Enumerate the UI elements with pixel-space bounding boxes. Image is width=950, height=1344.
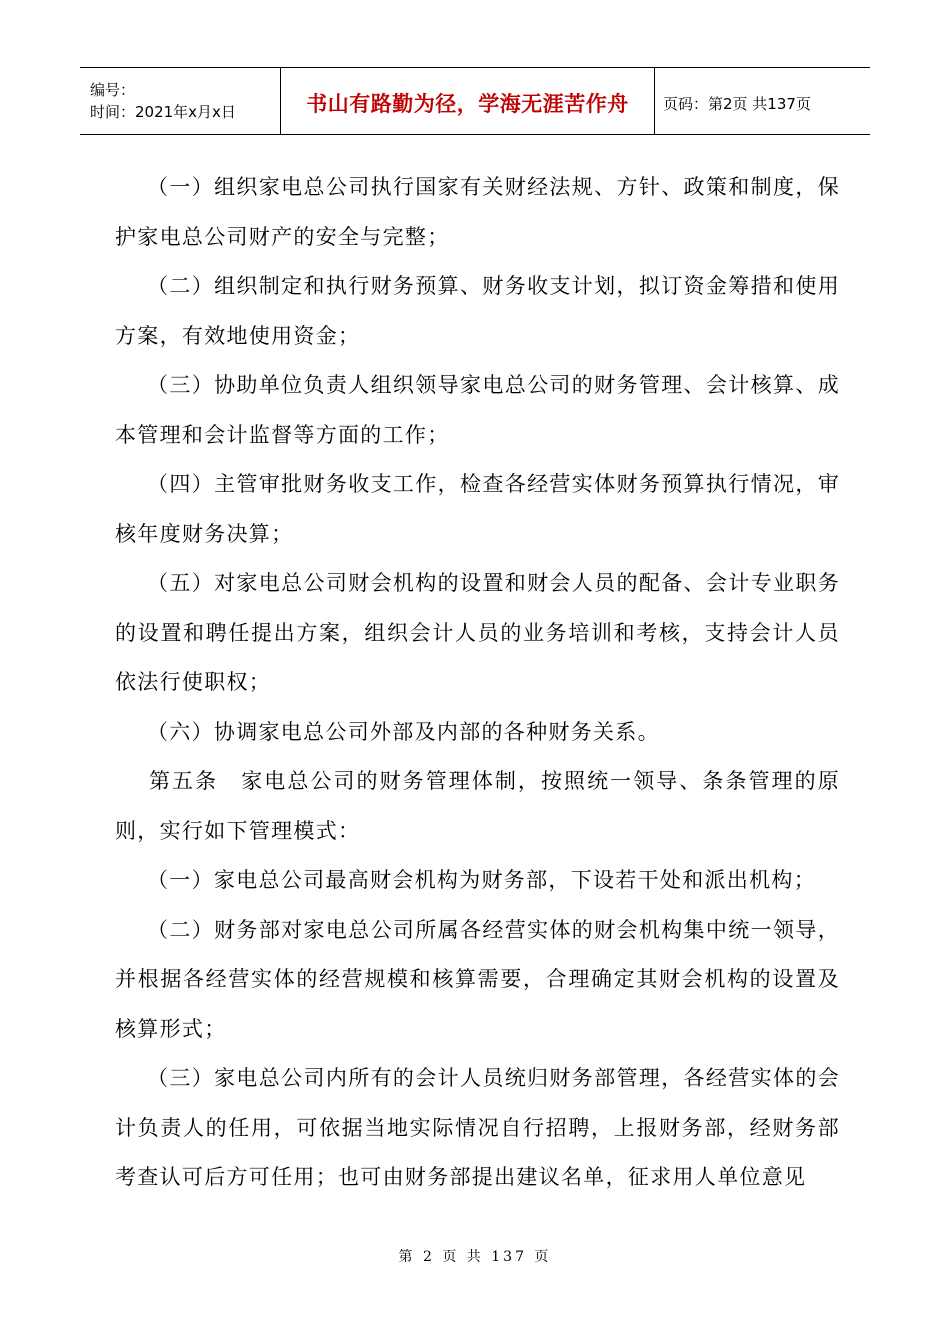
paragraph: （五）对家电总公司财会机构的设置和财会人员的配备、会计专业职务的设置和聘任提出方案，组织会计人员的业务培训和考核，支持会计人员依法行使职权； <box>115 571 840 694</box>
header-page-number: 页码：第2页 共137页 <box>663 94 811 113</box>
header-motto: 书山有路勤为径，学海无涯苦作舟 <box>306 92 629 116</box>
paragraph: （三）协助单位负责人组织领导家电总公司的财务管理、会计核算、成本管理和会计监督等方面的工作； <box>115 373 840 447</box>
paragraph: （一）家电总公司最高财会机构为财务部，下设若干处和派出机构； <box>147 868 816 892</box>
article-paragraph: 第五条 家电总公司的财务管理体制，按照统一领导、条条管理的原则，实行如下管理模式： <box>115 769 840 843</box>
header-motto-cell <box>281 68 655 134</box>
header-page-cell <box>655 68 870 134</box>
header-meta <box>80 68 281 134</box>
paragraph: （四）主管审批财务收支工作，检查各经营实体财务预算执行情况，审核年度财务决算； <box>115 472 840 546</box>
paragraph: （二）财务部对家电总公司所属各经营实体的财会机构集中统一领导，并根据各经营实体的经营规模和核算需要，合理确定其财会机构的设置及核算形式； <box>115 917 840 1041</box>
paragraph: （六）协调家电总公司外部及内部的各种财务关系。 <box>147 719 660 744</box>
document-body <box>115 163 840 1203</box>
page-footer: 第 2 页 共 137 页 <box>398 1249 552 1265</box>
page-header <box>80 67 870 135</box>
paragraph: （二）组织制定和执行财务预算、财务收支计划，拟订资金筹措和使用方案，有效地使用资金； <box>115 274 840 348</box>
document-number-label: 编号： <box>90 81 136 99</box>
paragraph: （一）组织家电总公司执行国家有关财经法规、方针、政策和制度，保护家电总公司财产的安全与完整； <box>115 175 840 249</box>
paragraph: （三）家电总公司内所有的会计人员统归财务部管理，各经营实体的会计负责人的任用，可依据当地实际情况自行招聘，上报财务部，经财务部考查认可后方可任用；也可由财务部提出建议名单，征求用人单位意见 <box>115 1066 840 1189</box>
document-time-label: 时间：2021年x月x日 <box>90 103 236 121</box>
